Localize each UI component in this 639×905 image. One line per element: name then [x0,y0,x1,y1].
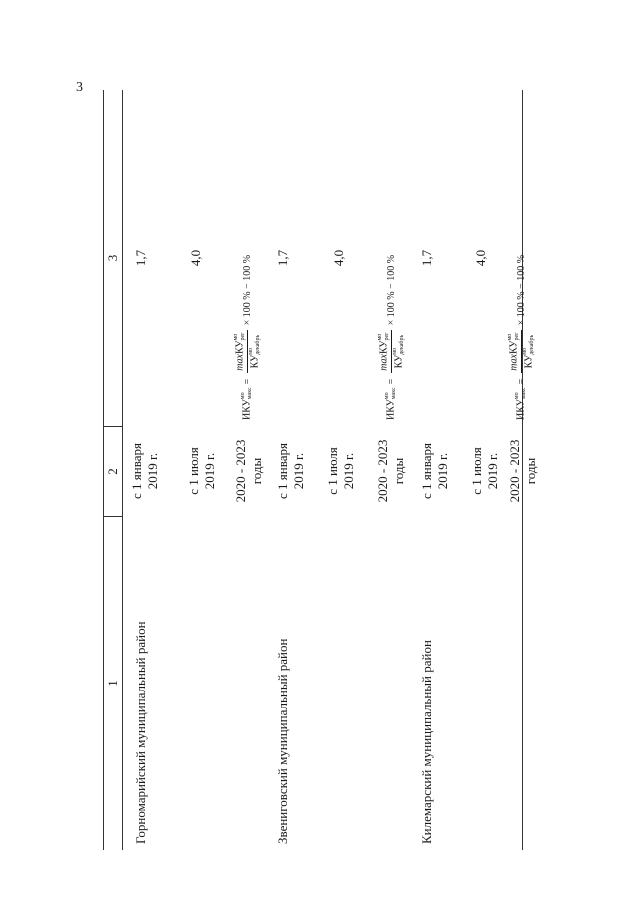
period-cell [469,428,501,514]
tariff-table [103,90,538,850]
formula-fraction [377,330,406,372]
period-cell [507,428,539,514]
period-cell [325,428,357,514]
formula-numerator: maxКУ мо рег [232,332,246,371]
period-cell [186,428,218,514]
page-number: 3 [76,80,83,95]
value-cell: 1,7 [133,249,148,267]
formula-denominator: КУ мо декабрь [391,334,405,369]
period-cell [419,428,451,514]
district-name: Килемарский муниципальный район [419,640,434,844]
period-line: годы [391,457,406,485]
period-line: с 1 июля [325,447,340,495]
period-line: 2020 - 2023 [233,439,248,503]
period-cell [129,428,161,514]
period-cell [375,428,407,514]
period-line: 2019 г. [145,452,160,490]
formula-numerator: maxКУ мо рег [376,332,390,371]
value-cell: 1,7 [419,249,434,267]
period-line: 2019 г. [485,452,500,490]
period-line: с 1 июля [186,447,201,495]
period-line: с 1 июля [469,447,484,495]
period-cell [233,428,265,514]
period-line: годы [523,457,538,485]
formula-lhs: ИКУ мо макс [384,387,397,420]
period-line: с 1 января [419,443,434,499]
formula [227,90,267,420]
period-line: с 1 января [275,443,290,499]
district-name: Звениговский муниципальный район [275,638,290,844]
period-line: 2020 - 2023 [375,439,390,503]
formula [501,90,541,420]
period-cell [275,428,307,514]
value-cell: 4,0 [473,249,488,267]
formula-denominator: КУ мо декабрь [521,334,535,369]
formula-rest: × 100 % − 100 % [241,254,253,326]
period-line: годы [249,457,264,485]
header-col-2: 2 [105,468,120,475]
header-col-3: 3 [105,254,120,262]
formula-rest: × 100 % − 100 % [385,254,397,326]
formula-equals: = [385,378,397,385]
header-bottom-rule [122,90,123,850]
header-col-1: 1 [105,680,120,687]
formula-numerator: maxКУ мо рег [506,332,520,371]
formula-denominator: КУ мо декабрь [247,334,261,369]
period-line: 2019 г. [202,452,217,490]
formula-equals: = [515,378,527,385]
formula-rest: × 100 % − 100 % [515,254,527,326]
period-line: с 1 января [129,443,144,499]
period-line: 2019 г. [341,452,356,490]
value-cell: 4,0 [331,249,346,267]
value-cell: 1,7 [275,249,290,267]
district-name: Горномарийский муниципальный район [133,621,148,844]
formula-fraction [507,330,536,372]
formula-equals: = [241,378,253,385]
formula-lhs: ИКУ мо макс [240,387,253,420]
period-line: 2020 - 2023 [507,439,522,503]
value-cell: 4,0 [188,249,203,267]
formula [371,90,411,420]
formula-fraction [233,330,262,372]
formula-lhs: ИКУ мо макс [514,387,527,420]
period-line: 2019 г. [435,452,450,490]
period-line: 2019 г. [291,452,306,490]
